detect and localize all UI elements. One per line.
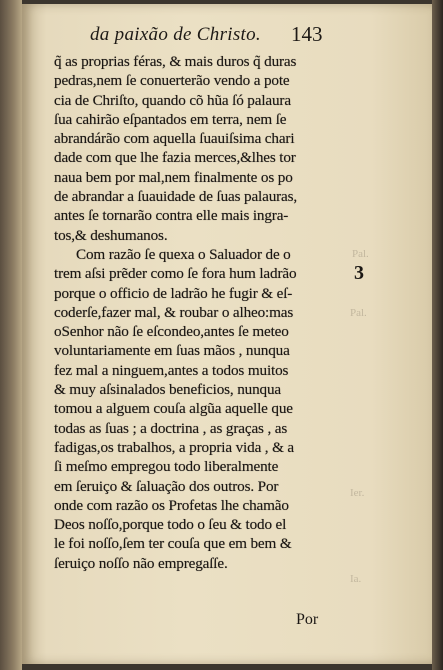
text-line: tomou a alguem couſa algũa aquelle que — [54, 400, 293, 418]
text-line: trem aſsi prẽder como ſe fora hum ladrão — [54, 265, 297, 283]
bleed-through-mark: Pal. — [352, 248, 369, 260]
paragraph-start-line: Com razão ſe quexa o Saluador de o — [76, 245, 291, 263]
text-line: em ſeruiço & ſaluação dos outros. Por — [54, 477, 279, 495]
bleed-through-mark: Ier. — [350, 487, 365, 499]
text-line: Deos noſſo,porque todo o ſeu & todo el — [54, 516, 287, 534]
bleed-through-mark: Pal. — [350, 307, 367, 319]
text-line: q̃ as proprias féras, & mais duros q̃ duras — [54, 53, 297, 70]
catchword: Por — [296, 611, 319, 628]
text-line: pedras,nem ſe conuerterão vendo a pote — [54, 72, 290, 90]
text-line: & muy aſsinalados beneficios, nunqua — [54, 381, 282, 399]
text-line: voluntariamente em ſuas mãos , nunqua — [54, 342, 290, 360]
text-line: onde com razão os Profetas lhe chamão — [54, 496, 289, 514]
text-line: tos,& deshumanos. — [54, 226, 168, 244]
text-line: antes ſe tornarão contra elle mais ingra- — [54, 207, 289, 225]
bleed-through-mark: Ia. — [350, 573, 362, 585]
text-line: coderſe,fazer mal, & roubar o alheo:mas — [54, 303, 294, 321]
text-line: todas as ſuas ; a doctrina , as graças , as — [54, 419, 288, 437]
text-line: fadigas,os trabalhos, a propria vida , & a — [54, 438, 295, 456]
book-gutter — [0, 0, 22, 670]
margin-note-number: 3 — [354, 262, 364, 284]
text-line: ſi meſmo empregou todo liberalmente — [54, 458, 279, 476]
text-line: abrandárão com aquella ſuauiſsima chari — [54, 130, 295, 148]
text-line: naua bem por mal,nem finalmente os po — [54, 168, 293, 186]
text-line: ſeruiço noſſo não empregaſſe. — [54, 554, 228, 572]
text-line: cia de Chriſto, quando cõ hũa ſó palaura — [54, 91, 291, 109]
body-text — [54, 52, 339, 573]
text-line: ſua cahirão eſpantados em terra, nem ſe — [54, 110, 287, 128]
text-line: porque o officio de ladrão he fugir & eſ- — [54, 284, 293, 302]
text-line: oSenhor não ſe eſcondeo,antes ſe meteo — [54, 323, 289, 341]
text-line: dade com que lhe fazia merces,&lhes tor — [54, 149, 296, 167]
text-line: de abrandar a ſuauidade de ſuas palauras, — [54, 188, 298, 206]
page-edge — [432, 0, 443, 670]
page-number: 143 — [291, 22, 323, 46]
text-line: le foi noſſo,ſem ter couſa que em bem & — [54, 535, 292, 553]
text-line: fez mal a ninguem,antes a todos muitos — [54, 361, 289, 379]
running-head: da paixão de Christo. — [90, 24, 261, 45]
